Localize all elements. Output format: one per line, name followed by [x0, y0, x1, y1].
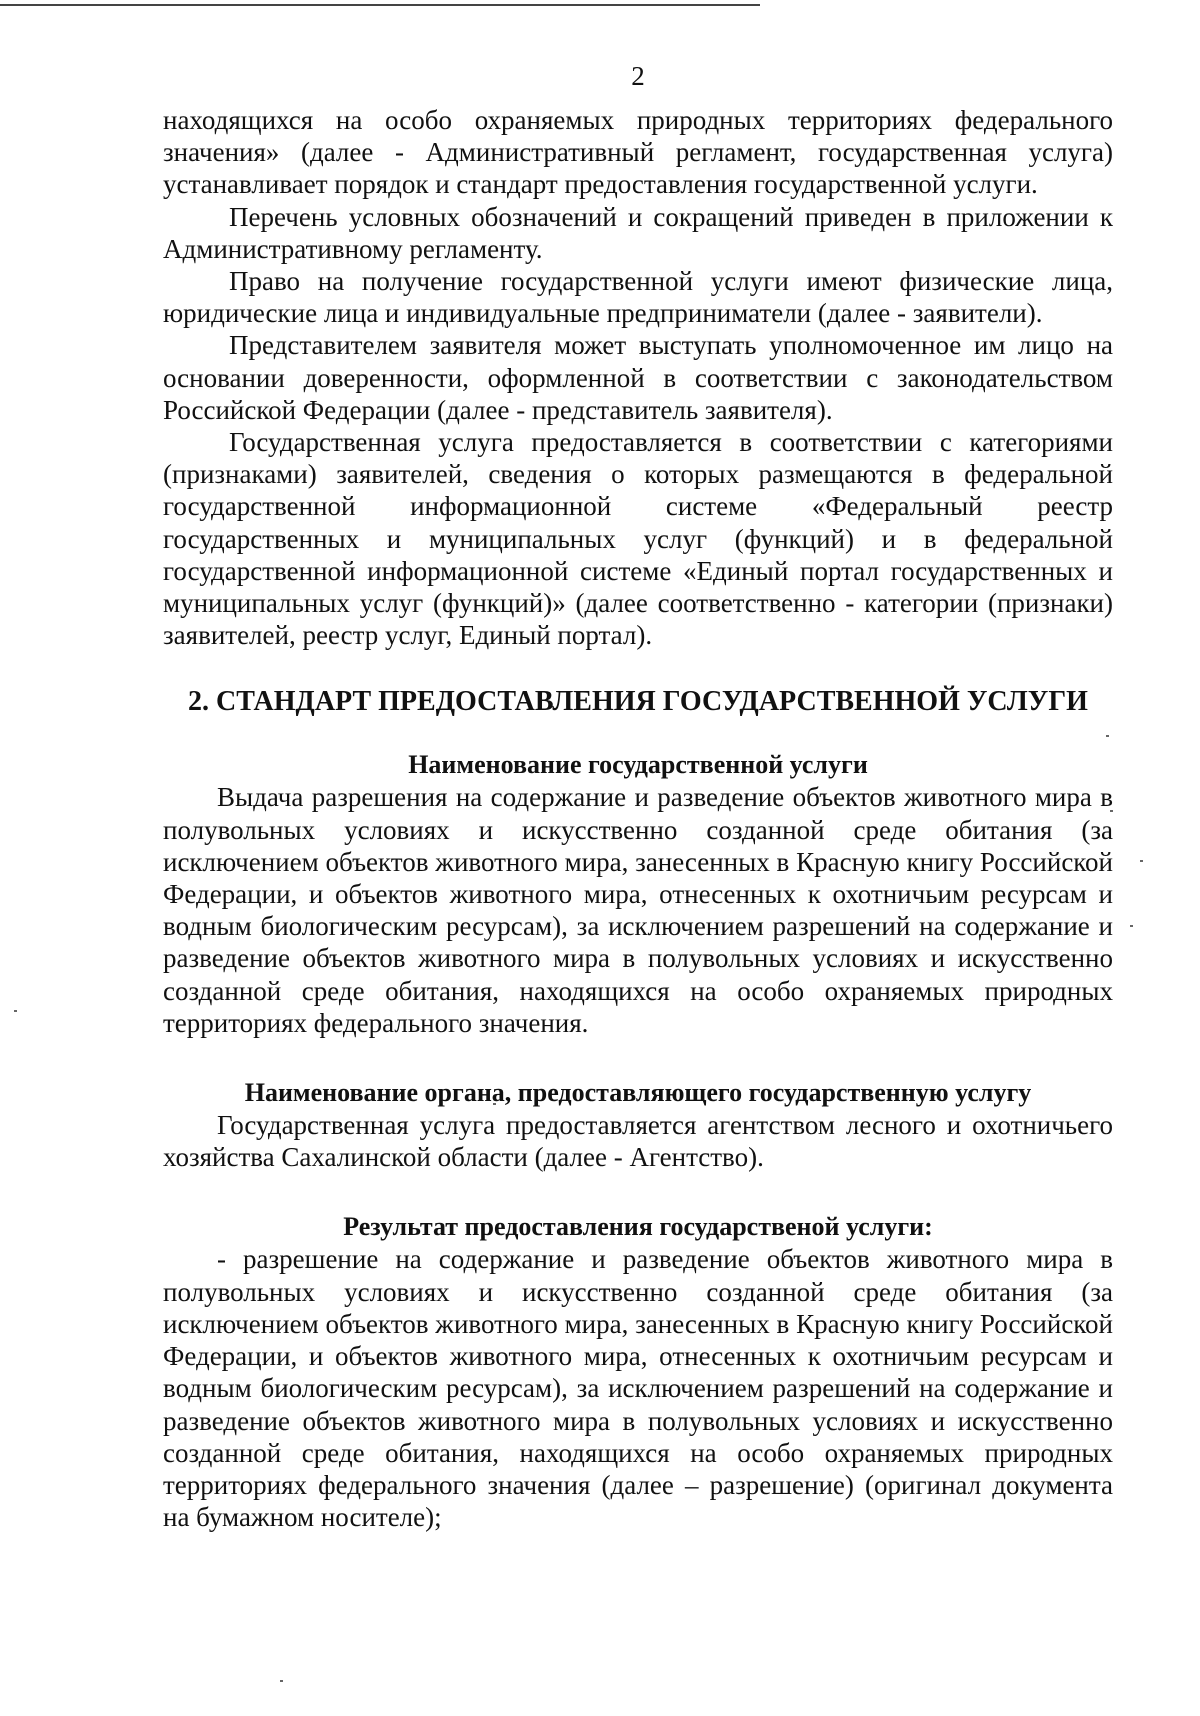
authority-text: Государственная услуга предоставляется агентством лесного и охотничьего хозяйства Сахалинской области (далее - Агентство). — [163, 1110, 1113, 1173]
result-heading: Результат предоставления государственой услуги: — [343, 1212, 933, 1242]
scan-speck — [1140, 860, 1143, 862]
service-name-heading: Наименование государственной услуги — [408, 750, 868, 780]
scan-speck — [280, 1680, 283, 1682]
section-title: 2. СТАНДАРТ ПРЕДОСТАВЛЕНИЯ ГОСУДАРСТВЕННОЙ УСЛУГИ — [188, 686, 1088, 718]
intro-paragraph-3: Право на получение государственной услуги имеют физические лица, юридические лица и индивидуальные предприниматели (далее - заявители). — [163, 266, 1113, 329]
intro-paragraph-5: Государственная услуга предоставляется в соответствии с категориями (признаками) заявителей, сведения о которых размещаются в федеральной государственной информационной системе «Федеральный реестр государственных и муниципальных услуг (функций) и в федеральной государственной информационной системе «Единый портал государственных и муниципальных услуг (функций)» (далее соответственно - категории (признаки) заявителей, реестр услуг, Единый портал). — [163, 427, 1113, 651]
intro-paragraph-1: находящихся на особо охраняемых природных территориях федерального значения» (далее - Административный регламент, государственная услуга) устанавливает порядок и стандарт предоставления государственной услуги. — [163, 105, 1113, 200]
page-number: 2 — [631, 61, 645, 91]
authority-heading: Наименование органа, предоставляющего государственную услугу — [244, 1078, 1032, 1108]
intro-paragraph-2: Перечень условных обозначений и сокращений приведен в приложении к Административному регламенту. — [163, 201, 1113, 264]
document-page — [163, 60, 1113, 1533]
scan-speck — [1130, 925, 1133, 927]
result-text: - разрешение на содержание и разведение объектов животного мира в полувольных условиях и искусственно созданной среде обитания (за исключением объектов животного мира, занесенных в Красную книгу Российской Федерации, и объектов животного мира, отнесенных к охотничьим ресурсам и водным биологическим ресурсам), за исключением разрешений на содержание и разведение объектов животного мира в полувольных условиях и искусственно созданной среде обитания, находящихся на особо охраняемых природных территориях федерального значения (далее – разрешение) (оригинал документа на бумажном носителе); — [163, 1244, 1113, 1533]
intro-paragraph-4: Представителем заявителя может выступать уполномоченное им лицо на основании доверенности, оформленной в соответствии с законодательством Российской Федерации (далее - представитель заявителя). — [163, 330, 1113, 425]
scan-speck — [14, 1010, 17, 1012]
service-name-text: Выдача разрешения на содержание и разведение объектов животного мира в полувольных условиях и искусственно созданной среде обитания (за исключением объектов животного мира, занесенных в Красную книгу Российской Федерации, и объектов животного мира, отнесенных к охотничьим ресурсам и водным биологическим ресурсам), за исключением разрешений на содержание и разведение объектов животного мира в полувольных условиях и искусственно созданной среде обитания, находящихся на особо охраняемых природных территориях федерального значения. — [163, 782, 1113, 1038]
scan-edge-line — [0, 4, 760, 6]
